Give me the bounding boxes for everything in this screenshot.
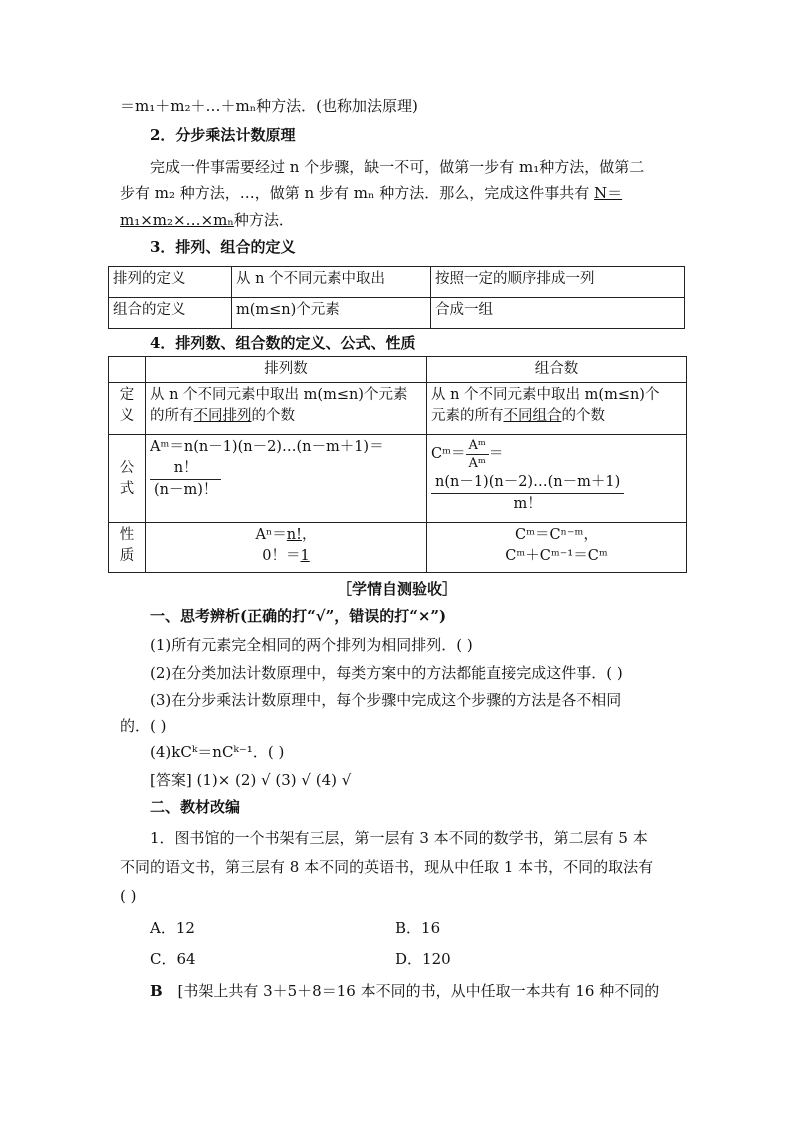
part-1-title: 一、思考辨析(正确的打“√”，错误的打“×”)	[150, 607, 447, 625]
permutation-number-header: 排列数	[146, 357, 427, 383]
self-test-heading: ［学情自测验收］	[336, 580, 457, 598]
perm-prop-1-underlined: n!	[286, 527, 302, 543]
problem-1-line-1: 1．图书馆的一个书架有三层，第一层有 3 本不同的数学书，第二层有 5 本	[150, 829, 648, 847]
solution-answer-letter: B	[150, 982, 163, 1000]
section-2-product-formula: m₁×m₂×…×mₙ	[120, 211, 234, 229]
permutation-formula-expanded: Aᵐ＝n(n－1)(n－2)…(n－m＋1)＝	[150, 439, 384, 455]
definition-label-char-1: 定	[119, 387, 135, 403]
property-row-label	[109, 523, 146, 573]
perm-def-text: 的所有	[150, 408, 194, 424]
property-label-char-1: 性	[119, 527, 135, 543]
question-4: (4)kCᵏ＝nCᵏ⁻¹．( )	[150, 743, 285, 761]
section-2-text: 步有 m₂ 种方法，…，做第 n 步有 mₙ 种方法．那么，完成这件事共有	[120, 184, 590, 202]
formula-label-char-1: 公	[119, 459, 135, 476]
section-4-title: 4．排列数、组合数的定义、公式、性质	[150, 334, 416, 352]
perm-fraction-numerator: n！	[150, 458, 221, 480]
count-table	[108, 356, 687, 573]
combination-definition-action: 合成一组	[431, 298, 685, 329]
definition-common-part-2: m(m≤n)个元素	[232, 298, 431, 329]
comb-formula-lhs: Cᵐ＝	[431, 446, 466, 462]
combination-number-definition	[427, 383, 687, 435]
definition-row-label	[109, 383, 146, 435]
comb-fraction-1	[466, 437, 489, 472]
solution-line	[150, 981, 659, 1001]
section-3-title: 3．排列、组合的定义	[150, 238, 296, 256]
section-2-paragraph-line-1: 完成一件事需要经过 n 个步骤，缺一不可，做第一步有 m₁种方法，做第二	[150, 158, 645, 176]
combination-number-header: 组合数	[427, 357, 687, 383]
perm-prop-1-text: Aⁿ＝	[255, 527, 287, 543]
section-2-formula-start: N＝	[594, 184, 623, 202]
permutation-properties	[146, 523, 427, 573]
perm-def-tail: 的个数	[251, 408, 295, 424]
permutation-definition-label: 排列的定义	[109, 267, 232, 298]
combination-formula-first	[431, 437, 682, 472]
permutation-formula-fraction	[150, 458, 221, 501]
comb-fraction-2-numerator: n(n－1)(n－2)…(n－m＋1)	[431, 472, 624, 494]
option-d: D．120	[395, 950, 451, 968]
section-2-paragraph-line-2	[120, 183, 622, 203]
solution-text: [书架上共有 3＋5＋8＝16 本不同的书，从中任取一本共有 16 种不同的	[177, 982, 660, 1000]
question-2: (2)在分类加法计数原理中，每类方案中的方法都能直接完成这件事．( )	[150, 664, 623, 682]
corner-cell	[109, 357, 146, 383]
combination-definition-label: 组合的定义	[109, 298, 232, 329]
section-2-paragraph-line-3	[120, 210, 294, 230]
comb-fraction-2	[431, 472, 624, 515]
combination-definition-line-1: 从 n 个不同元素中取出 m(m≤n)个	[431, 387, 660, 403]
combination-properties	[427, 523, 687, 573]
combination-definition-line-2	[431, 406, 682, 427]
perm-prop-2-underlined: 1	[300, 548, 310, 564]
question-3-line-2: 的．( )	[120, 717, 167, 735]
section-2-tail: 种方法．	[233, 211, 294, 229]
combination-formula	[427, 435, 687, 523]
definition-common-part-1: 从 n 个不同元素中取出	[232, 267, 431, 298]
formula-row-label	[109, 435, 146, 523]
perm-property-2	[150, 546, 422, 567]
perm-fraction-denominator: (n－m)！	[154, 482, 218, 498]
permutation-definition-line-1: 从 n 个不同元素中取出 m(m≤n)个元素	[150, 387, 408, 403]
formula-label-char-2: 式	[119, 480, 135, 497]
comb-def-text: 元素的所有	[431, 408, 504, 424]
sum-formula-line: ＝m₁＋m₂＋…＋mₙ种方法．(也称加法原理)	[120, 97, 418, 115]
property-label-char-2: 质	[119, 548, 135, 564]
permutation-number-definition	[146, 383, 427, 435]
problem-1-line-2: 不同的语文书，第三层有 8 本不同的英语书，现从中任取 1 本书，不同的取法有	[120, 858, 654, 876]
perm-property-1	[150, 525, 422, 546]
problem-1-line-3: ( )	[120, 887, 137, 905]
comb-def-underlined: 不同组合	[503, 408, 562, 424]
comb-def-tail: 的个数	[561, 408, 605, 424]
answer-line: [答案] (1)× (2) √ (3) √ (4) √	[150, 771, 352, 789]
option-b: B．16	[395, 919, 441, 937]
question-1: (1)所有元素完全相同的两个排列为相同排列．( )	[150, 636, 473, 654]
definition-label-char-2: 义	[119, 408, 135, 424]
option-a: A．12	[150, 919, 195, 937]
comb-property-1: Cᵐ＝Cⁿ⁻ᵐ，	[515, 527, 598, 543]
permutation-definition-action: 按照一定的顺序排成一列	[431, 267, 685, 298]
perm-prop-1-tail: ，	[301, 527, 317, 543]
question-3-line-1: (3)在分步乘法计数原理中，每个步骤中完成这个步骤的方法是各不相同	[150, 691, 622, 709]
definition-table	[108, 266, 685, 329]
comb-property-2: Cᵐ＋Cᵐ⁻¹＝Cᵐ	[505, 548, 608, 564]
permutation-formula	[146, 435, 427, 523]
option-c: C．64	[150, 950, 196, 968]
part-2-title: 二、教材改编	[150, 798, 241, 816]
comb-formula-equals: ＝	[488, 446, 504, 462]
permutation-definition-line-2	[150, 406, 422, 427]
perm-def-underlined: 不同排列	[193, 408, 252, 424]
comb-fraction-2-denominator: m！	[513, 496, 542, 512]
comb-fraction-1-numerator: Aᵐ	[466, 437, 489, 455]
perm-prop-2-text: 0！＝	[262, 548, 301, 564]
section-2-title: 2．分步乘法计数原理	[150, 126, 296, 144]
comb-fraction-1-denominator: Aᵐ	[468, 456, 486, 471]
